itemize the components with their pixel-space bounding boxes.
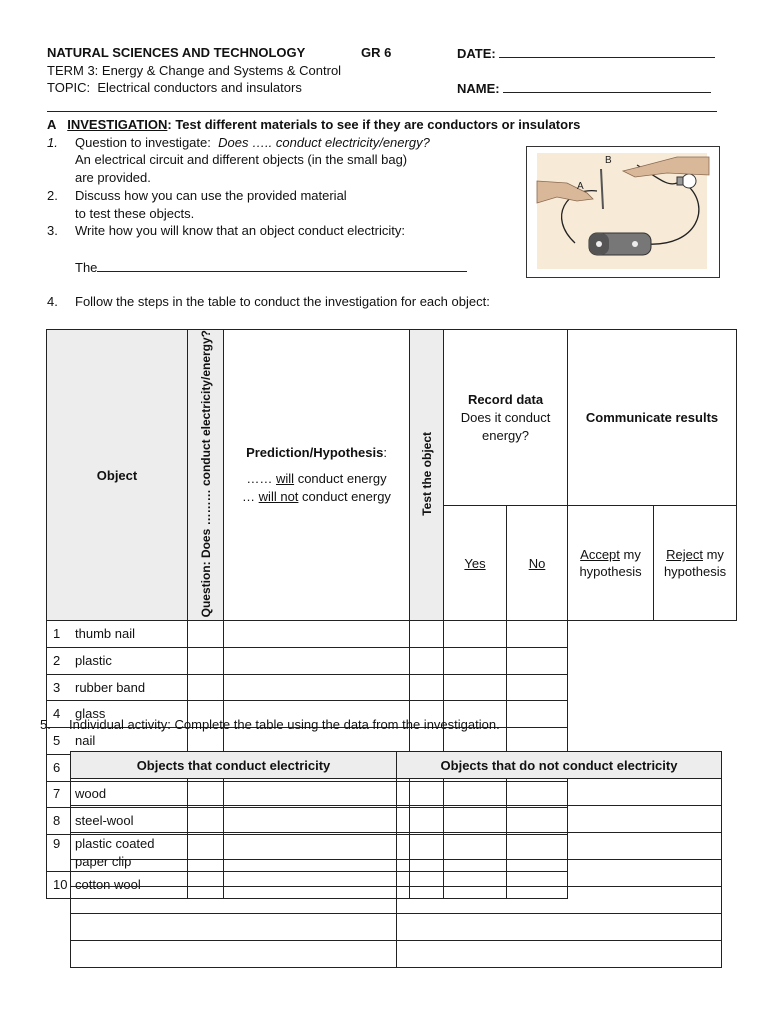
table-row xyxy=(71,806,722,833)
name-line[interactable] xyxy=(503,80,711,93)
conductor-cell[interactable] xyxy=(71,941,397,968)
insulator-cell[interactable] xyxy=(397,887,722,914)
table-row xyxy=(71,779,722,806)
topic-line: TOPIC: Electrical conductors and insulators xyxy=(47,80,302,95)
object-number: 4 xyxy=(53,706,61,722)
diagram-label-a: A xyxy=(577,181,584,192)
conductor-cell[interactable] xyxy=(71,833,397,860)
prediction-cell[interactable] xyxy=(188,648,224,675)
object-number: 6 xyxy=(53,759,61,775)
date-line[interactable] xyxy=(499,45,715,58)
question-column xyxy=(188,330,224,621)
q3-answer-line[interactable] xyxy=(97,259,467,272)
accept-cell[interactable] xyxy=(444,621,507,648)
reject-cell[interactable] xyxy=(507,701,568,728)
object-number: 7 xyxy=(53,786,61,802)
q3-number: 3. xyxy=(47,223,58,238)
table-row xyxy=(47,621,737,648)
section-a-heading: A INVESTIGATION: Test different materials to see if they are conductors or insulators xyxy=(47,117,581,132)
q1-text: Question to investigate: Does ….. conduct electricity/energy? xyxy=(75,135,430,150)
table-row xyxy=(47,648,737,675)
q1-line3: are provided. xyxy=(75,170,151,185)
q5-number: 5. xyxy=(40,717,51,732)
object-name: wood xyxy=(75,786,107,802)
table-row xyxy=(71,860,722,887)
object-number: 2 xyxy=(53,652,61,668)
object-number: 1 xyxy=(53,626,61,642)
prediction-cell[interactable] xyxy=(188,621,224,648)
q2-line1: Discuss how you can use the provided material xyxy=(75,188,347,203)
diagram-label-b: B xyxy=(605,155,612,166)
test-vertical-text: Test the object xyxy=(419,431,434,516)
insulator-cell[interactable] xyxy=(397,833,722,860)
yes-cell[interactable] xyxy=(224,621,410,648)
q4-number: 4. xyxy=(47,294,58,309)
q4-text: Follow the steps in the table to conduct the investigation for each object: xyxy=(75,294,490,309)
accept-header: Accept my hypothesis xyxy=(568,506,654,621)
conductor-cell[interactable] xyxy=(71,887,397,914)
insulator-cell[interactable] xyxy=(397,914,722,941)
grade-label: GR 6 xyxy=(361,45,392,60)
insulator-cell[interactable] xyxy=(397,941,722,968)
table-row xyxy=(71,941,722,968)
q2-number: 2. xyxy=(47,188,58,203)
conductor-cell[interactable] xyxy=(71,860,397,887)
subject-title: NATURAL SCIENCES AND TECHNOLOGY xyxy=(47,45,306,60)
results-table xyxy=(70,751,722,968)
reject-cell[interactable] xyxy=(507,648,568,675)
insulator-cell[interactable] xyxy=(397,806,722,833)
object-name: plastic coated paper clip xyxy=(75,835,155,869)
date-label: DATE: xyxy=(457,45,715,61)
object-number: 8 xyxy=(53,813,61,829)
yes-cell[interactable] xyxy=(224,674,410,701)
conductor-cell[interactable] xyxy=(71,806,397,833)
yes-cell[interactable] xyxy=(224,648,410,675)
object-number: 5 xyxy=(53,732,61,748)
object-name: rubber band xyxy=(75,679,146,695)
term-text: TERM 3: Energy & Change and Systems & Control xyxy=(47,63,342,78)
table-row xyxy=(47,674,737,701)
no-cell[interactable] xyxy=(410,674,444,701)
object-number: 10 xyxy=(53,876,68,892)
record-data-header: Record data Does it conduct energy? xyxy=(444,330,568,506)
header-divider xyxy=(47,111,717,112)
insulator-cell[interactable] xyxy=(397,860,722,887)
q1-line2: An electrical circuit and different objects (in the small bag) xyxy=(75,152,408,167)
object-number: 9 xyxy=(53,835,61,851)
q1-number: 1. xyxy=(47,135,58,150)
object-name: cotton wool xyxy=(75,876,141,892)
reject-cell[interactable] xyxy=(507,621,568,648)
object-name: thumb nail xyxy=(75,626,135,642)
circuit-diagram-frame xyxy=(526,146,720,278)
no-header: No xyxy=(507,506,568,621)
communicate-header: Communicate results xyxy=(568,330,737,506)
no-cell[interactable] xyxy=(410,648,444,675)
reject-cell[interactable] xyxy=(507,674,568,701)
object-header: Object xyxy=(47,330,188,621)
q3-line1: Write how you will know that an object conduct electricity: xyxy=(75,223,405,238)
conductor-cell[interactable] xyxy=(71,779,397,806)
insulator-cell[interactable] xyxy=(397,779,722,806)
object-name: glass xyxy=(75,706,106,722)
prediction-cell[interactable] xyxy=(188,674,224,701)
object-number: 3 xyxy=(53,679,61,695)
table-row xyxy=(71,887,722,914)
object-cell xyxy=(47,621,188,648)
reject-header: Reject my hypothesis xyxy=(654,506,737,621)
test-column xyxy=(410,330,444,621)
circuit-diagram xyxy=(527,147,719,277)
object-name: steel-wool xyxy=(75,813,134,829)
question-vertical-text: Question: Does ……… conduct electricity/energy? xyxy=(198,330,213,618)
prediction-header: Prediction/Hypothesis: …… will conduct energy … will not conduct energy xyxy=(224,330,410,621)
accept-cell[interactable] xyxy=(444,674,507,701)
no-cell[interactable] xyxy=(410,621,444,648)
conductors-header: Objects that conduct electricity xyxy=(71,752,397,779)
q5-text: Individual activity: Complete the table using the data from the investigation. xyxy=(69,717,500,732)
name-label: NAME: xyxy=(457,80,711,96)
object-cell xyxy=(47,648,188,675)
object-cell xyxy=(47,674,188,701)
insulators-header: Objects that do not conduct electricity xyxy=(397,752,722,779)
object-name: plastic xyxy=(75,652,112,668)
table-row xyxy=(71,833,722,860)
table-row xyxy=(71,914,722,941)
yes-header: Yes xyxy=(444,506,507,621)
object-name: nail xyxy=(75,732,96,748)
q3-answer: The xyxy=(75,259,467,275)
accept-cell[interactable] xyxy=(444,648,507,675)
conductor-cell[interactable] xyxy=(71,914,397,941)
q2-line2: to test these objects. xyxy=(75,206,195,221)
